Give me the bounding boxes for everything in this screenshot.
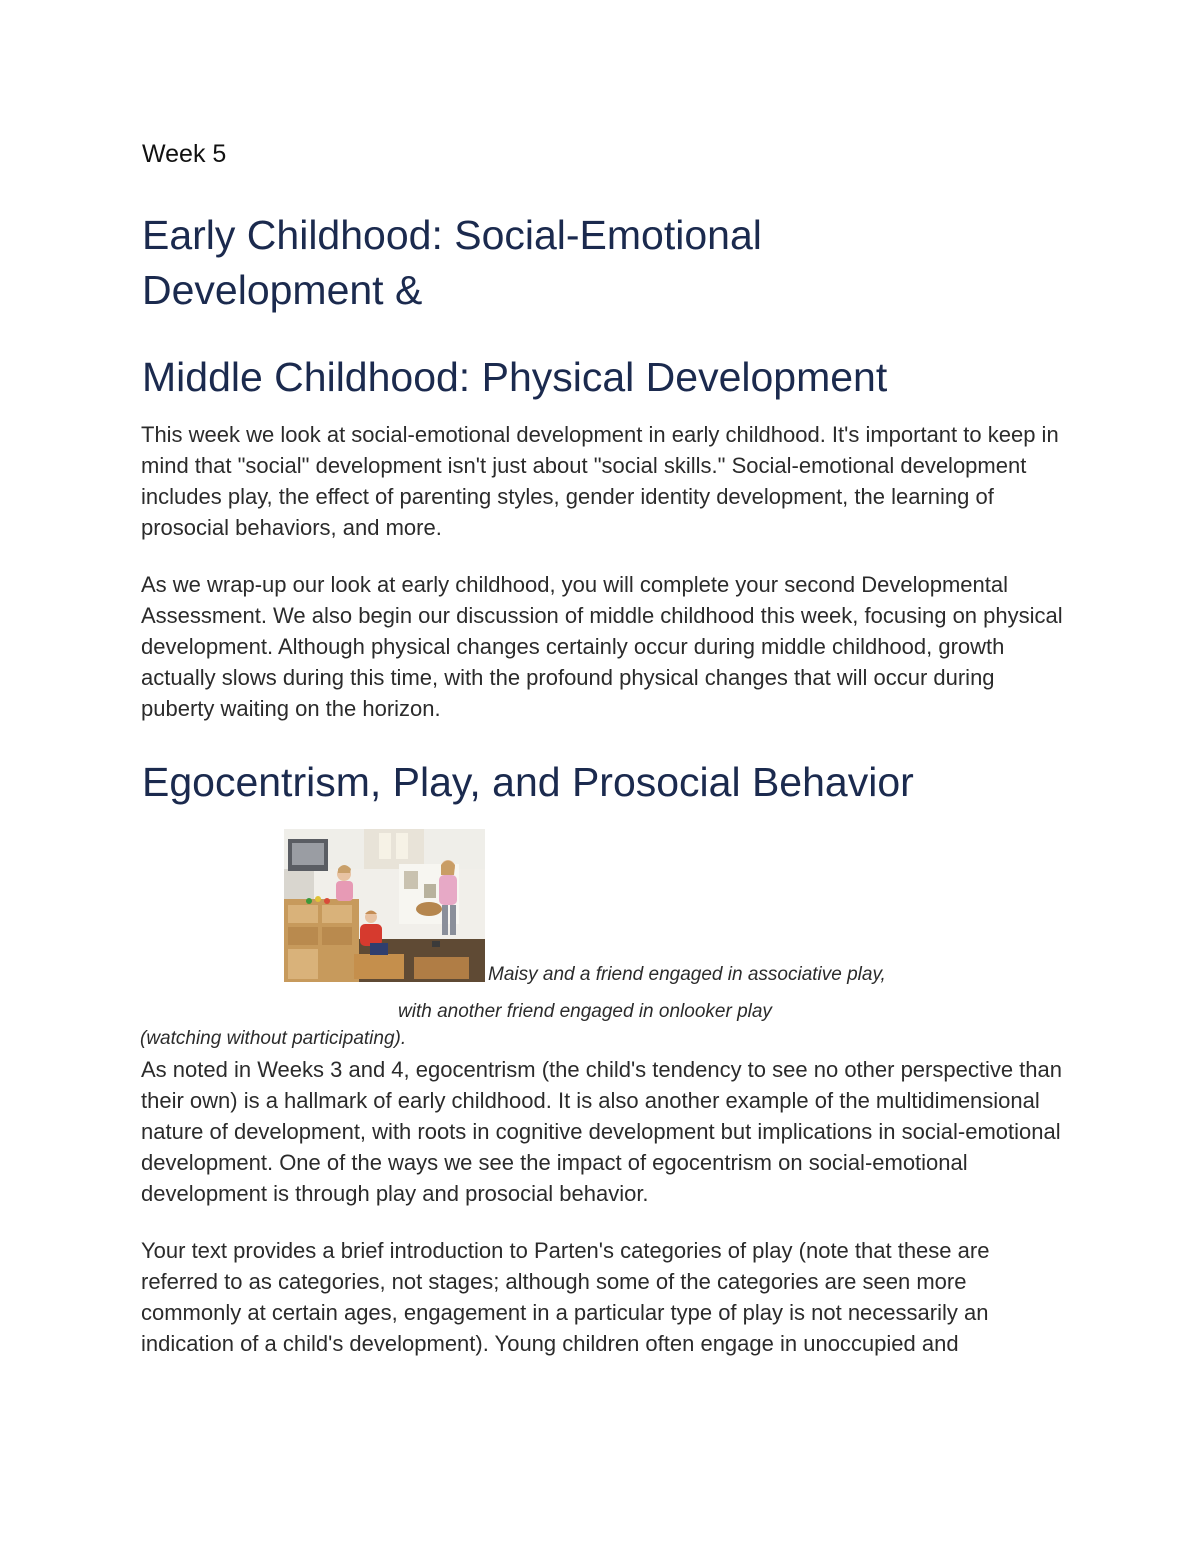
page-title — [142, 208, 762, 318]
section-paragraph-2: Your text provides a brief introduction to Parten's categories of play (note that these are referred to as categories, not stages; although some of the categories are seen more commonly at certain ages, engagement in a particular type of play is not necessarily an indication of a child's development). Young children often engage in unoccupied and — [141, 1238, 990, 1356]
figure-caption-line-2: with another friend engaged in onlooker play — [398, 1001, 772, 1022]
week-label: Week 5 — [142, 140, 227, 168]
figure-caption-line-3: (watching without participating). — [140, 1028, 407, 1049]
intro-paragraph-2: As we wrap-up our look at early childhood, you will complete your second Developmental Assessment. We also begin our discussion of middle childhood this week, focusing on physical development. Although physical changes certainly occur during middle childhood, growth actually slows during this time, with the profound physical changes that will occur during puberty waiting on the horizon. — [141, 572, 1063, 721]
title-line-1: Early Childhood: Social-Emotional — [142, 212, 762, 258]
page-subtitle: Middle Childhood: Physical Development — [142, 354, 888, 400]
figure-caption-line-1: Maisy and a friend engaged in associative play, — [488, 964, 886, 985]
section-heading: Egocentrism, Play, and Prosocial Behavior — [142, 759, 914, 805]
intro-paragraph-1: This week we look at social-emotional development in early childhood. It's important to keep in mind that "social" development isn't just about "social skills." Social-emotional development includes play, the effect of parenting styles, gender identity development, the learning of prosocial behaviors, and more. — [141, 422, 1059, 540]
children-playing-photo — [284, 829, 485, 982]
section-paragraph-1: As noted in Weeks 3 and 4, egocentrism (the child's tendency to see no other perspective than their own) is a hallmark of early childhood. It is also another example of the multidimensional nature of development, with roots in cognitive development but implications in social-emotional development. One of the ways we see the impact of egocentrism on social-emotional development is through play and prosocial behavior. — [141, 1057, 1063, 1206]
title-line-2: Development & — [142, 267, 423, 313]
